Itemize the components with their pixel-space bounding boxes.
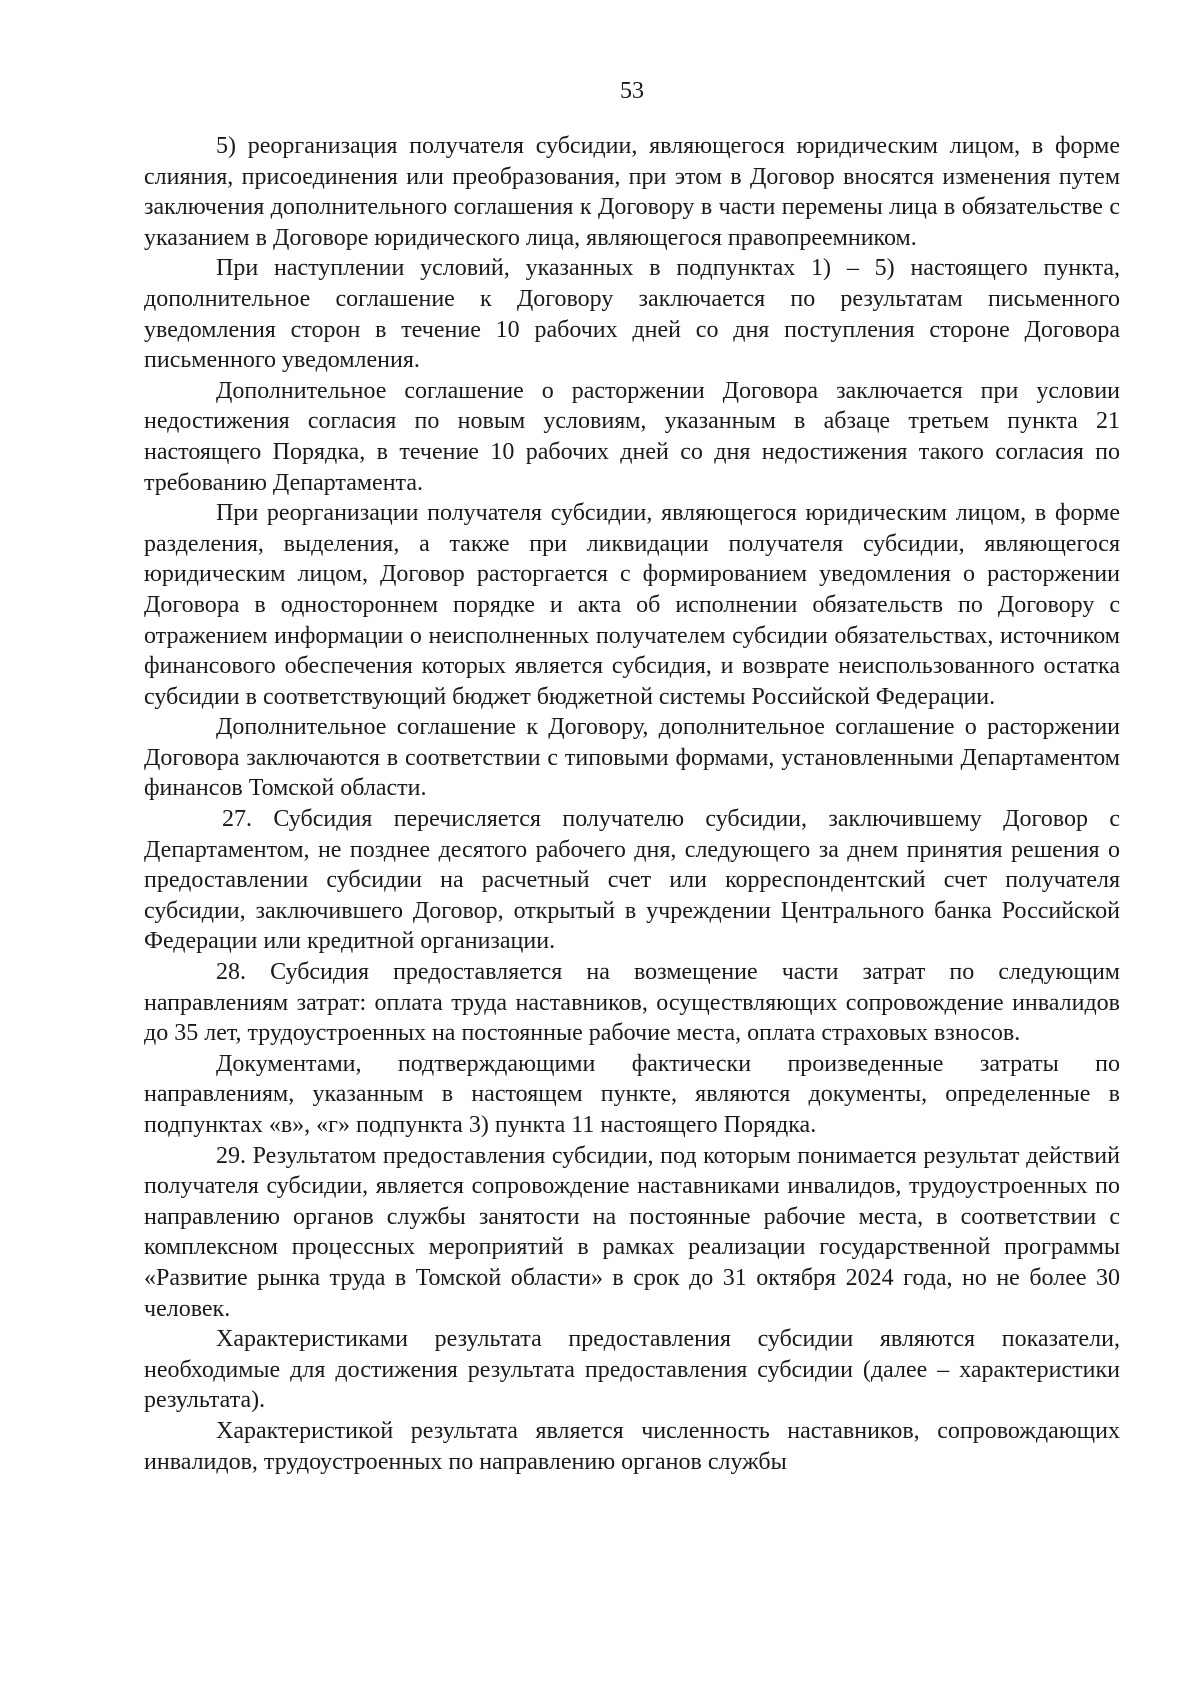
paragraph-termination-agreement: Дополнительное соглашение о расторжении Договора заключается при условии недостижения согласия по новым условиям, указанным в абзаце третьем пункта 21 настоящего Порядка, в течение 10 рабочих дней со дня недостижения такого согласия по требованию Департамента. xyxy=(144,377,1120,496)
document-body xyxy=(144,131,1120,1477)
paragraph-reorganization-division: При реорганизации получателя субсидии, являющегося юридическим лицом, в форме разделения, выделения, а также при ликвидации получателя субсидии, являющегося юридическим лицом, Договор расторгается с формированием уведомления о расторжении Договора в одностороннем порядке и акта об исполнении обязательств по Договору с отражением информации о неисполненных получателем субсидии обязательствах, источником финансового обеспечения которых является субсидия, и возврате неиспользованного остатка субсидии в соответствующий бюджет бюджетной системы Российской Федерации. xyxy=(144,500,1120,710)
paragraph-typical-forms: Дополнительное соглашение к Договору, дополнительное соглашение о расторжении Договора заключаются в соответствии с типовыми формами, установленными Департаментом финансов Томской области. xyxy=(144,714,1120,802)
page-number: 53 xyxy=(620,78,644,104)
paragraph-item-29: 29. Результатом предоставления субсидии, под которым понимается результат действий получателя субсидии, является сопровождение наставниками инвалидов, трудоустроенных по направлению органов службы занятости на постоянные рабочие места, в соответствии с комплексном процессных мероприятий в рамках реализации государственной программы «Развитие рынка труда в Томской области» в срок до 31 октября 2024 года, но не более 30 человек. xyxy=(144,1142,1120,1322)
paragraph-item-27: 27. Субсидия перечисляется получателю субсидии, заключившему Договор с Департаментом, не позднее десятого рабочего дня, следующего за днем принятия решения о предоставлении субсидии на расчетный счет или корреспондентский счет получателя субсидии, заключившего Договор, открытый в учреждении Центрального банка Российской Федерации или кредитной организации. xyxy=(144,806,1120,955)
paragraph-additional-agreement-conditions: При наступлении условий, указанных в подпунктах 1) – 5) настоящего пункта, дополнительное соглашение к Договору заключается по результатам письменного уведомления сторон в течение 10 рабочих дней со дня поступления стороне Договора письменного уведомления. xyxy=(144,255,1120,374)
paragraph-reorganization-merger: 5) реорганизация получателя субсидии, являющегося юридическим лицом, в форме слияния, присоединения или преобразования, при этом в Договор вносятся изменения путем заключения дополнительного соглашения к Договору в части перемены лица в обязательстве с указанием в Договоре юридического лица, являющегося правопреемником. xyxy=(144,133,1120,251)
paragraph-result-characteristics: Характеристиками результата предоставления субсидии являются показатели, необходимые для достижения результата предоставления субсидии (далее – характеристики результата). xyxy=(144,1326,1120,1414)
paragraph-supporting-documents: Документами, подтверждающими фактически произведенные затраты по направлениям, указанным в настоящем пункте, являются документы, определенные в подпунктах «в», «г» подпункта 3) пункта 11 настоящего Порядка. xyxy=(144,1050,1120,1138)
paragraph-item-28: 28. Субсидия предоставляется на возмещение части затрат по следующим направлениям затрат: оплата труда наставников, осуществляющих сопровождение инвалидов до 35 лет, трудоустроенных на постоянные рабочие места, оплата страховых взносов. xyxy=(144,959,1120,1047)
paragraph-result-characteristic-mentors: Характеристикой результата является численность наставников, сопровождающих инвалидов, трудоустроенных по направлению органов службы xyxy=(144,1417,1120,1475)
